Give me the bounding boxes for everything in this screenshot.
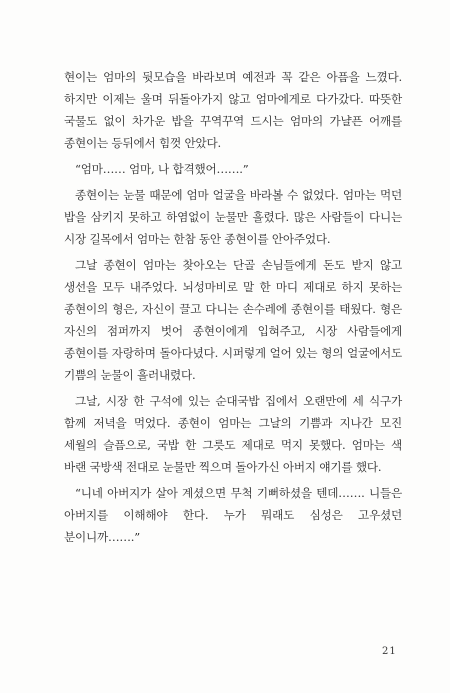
paragraph: 종현이는 눈물 때문에 엄마 얼굴을 바라볼 수 없었다. 엄마는 먹던 밥을 삼키지 못하고 하염없이 눈물만 흘렸다. 많은 사람들이 다니는 시장 길목에서 엄마는 한참 동안 종현이를 안아주었다. (64, 188, 402, 246)
paragraph: “니네 아버지가 살아 계셨으면 무척 기뻐하셨을 텐데……. 니들은 아버지를 이해해야 한다. 누가 뭐래도 심성은 고우셨던 분이니까…….” (64, 486, 402, 544)
paragraph: 그날 종현이 엄마는 찾아오는 단골 손님들에게 돈도 받지 않고 생선을 모두 내주었다. 뇌성마비로 말 한 마디 제대로 하지 못하는 종현이의 형은, 자신이 끌고 다니는 손수레에 종현이를 태웠다. 형은 자신의 점퍼까지 벗어 종현이에게 입혀주고, 시장 사람들에게 종현이를 자랑하며 돌아다녔다. 시퍼렇게 얼어 있는 형의 얼굴에서도 기쁨의 눈물이 흘러내렸다. (64, 258, 402, 382)
body-text (64, 66, 402, 552)
paragraph: 그날, 시장 한 구석에 있는 순대국밥 집에서 오랜만에 세 식구가 함께 저녁을 먹었다. 종현이 엄마는 그날의 기쁨과 지나간 모진 세월의 슬픔으로, 국밥 한 그릇도 제대로 먹지 못했다. 엄마는 색 바랜 국방색 전대로 눈물만 찍으며 돌아가신 아버지 얘기를 했다. (64, 394, 402, 474)
page-number: 21 (382, 646, 397, 657)
paragraph: “엄마…… 엄마, 나 합격했어…….” (75, 162, 249, 176)
paragraph: 현이는 엄마의 뒷모습을 바라보며 예전과 꼭 같은 아픔을 느꼈다. 하지만 이제는 울며 뒤돌아가지 않고 엄마에게로 다가갔다. 따뜻한 국물도 없이 차가운 밥을 꾸역꾸역 드시는 엄마의 가냘픈 어깨를 종현이는 등뒤에서 힘껏 안았다. (64, 70, 402, 150)
